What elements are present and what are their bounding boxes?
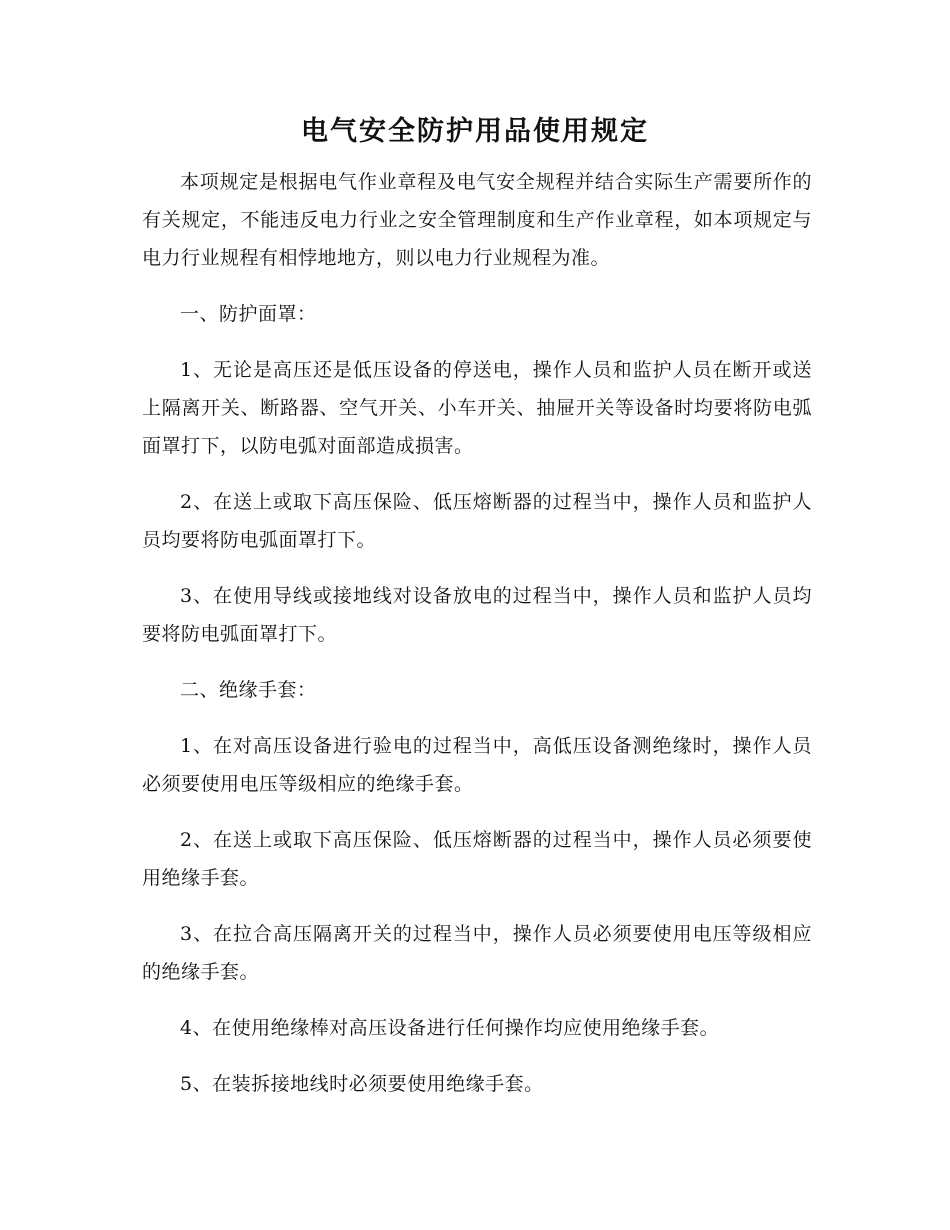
section-heading-face-shield: 一、防护面罩：	[180, 303, 317, 325]
gloves-item-2: 2、在送上或取下高压保险、低压熔断器的过程当中，操作人员必须要使用绝缘手套。	[142, 829, 812, 889]
face-shield-item-2: 2、在送上或取下高压保险、低压熔断器的过程当中，操作人员和监护人员均要将防电弧面罩打下。	[142, 491, 812, 551]
face-shield-item-3: 3、在使用导线或接地线对设备放电的过程当中，操作人员和监护人员均要将防电弧面罩打下。	[142, 585, 812, 645]
gloves-item-3: 3、在拉合高压隔离开关的过程当中，操作人员必须要使用电压等级相应的绝缘手套。	[142, 923, 812, 983]
section-heading-insulating-gloves: 二、绝缘手套：	[180, 679, 317, 701]
gloves-item-5: 5、在装拆接地线时必须要使用绝缘手套。	[180, 1073, 544, 1095]
gloves-item-4: 4、在使用绝缘棒对高压设备进行任何操作均应使用绝缘手套。	[180, 1017, 720, 1039]
gloves-item-1: 1、在对高压设备进行验电的过程当中，高低压设备测绝缘时，操作人员必须要使用电压等级相应的绝缘手套。	[142, 735, 812, 795]
intro-paragraph: 本项规定是根据电气作业章程及电气安全规程并结合实际生产需要所作的有关规定，不能违反电力行业之安全管理制度和生产作业章程，如本项规定与电力行业规程有相悖地地方，则以电力行业规程为准。	[142, 171, 812, 269]
document-body	[142, 163, 812, 1121]
face-shield-item-1: 1、无论是高压还是低压设备的停送电，操作人员和监护人员在断开或送上隔离开关、断路器、空气开关、小车开关、抽屉开关等设备时均要将防电弧面罩打下，以防电弧对面部造成损害。	[142, 359, 812, 457]
document-title: 电气安全防护用品使用规定	[301, 116, 649, 147]
